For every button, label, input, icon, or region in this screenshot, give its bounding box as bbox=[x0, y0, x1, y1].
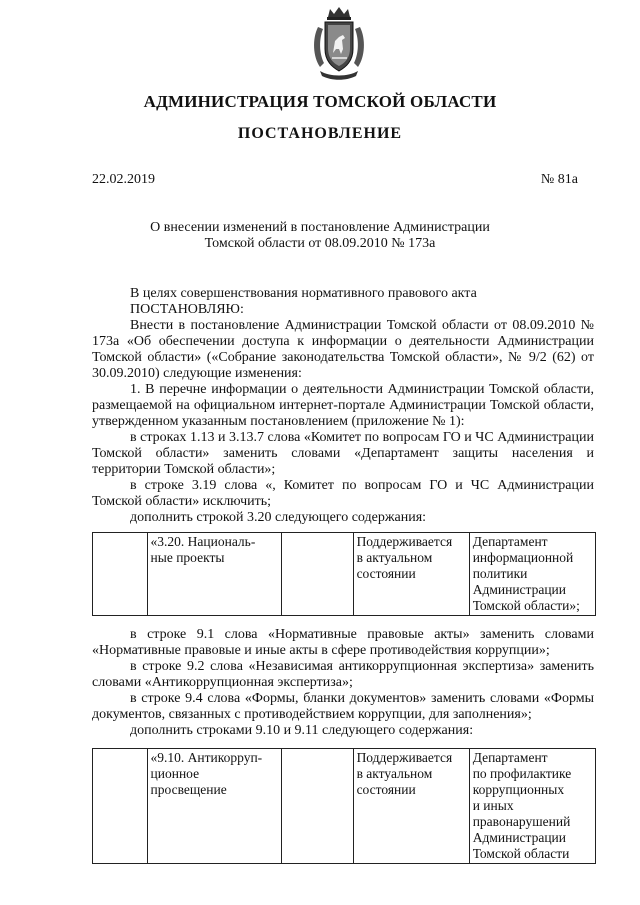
table-cell-empty bbox=[281, 533, 353, 616]
middle-paragraph-4: дополнить строками 9.10 и 9.11 следующего содержания: bbox=[130, 723, 474, 738]
document-date: 22.02.2019 bbox=[92, 172, 155, 187]
table-cell-empty bbox=[281, 749, 353, 864]
preamble-paragraph-5: в строках 1.13 и 3.13.7 слова «Комитет по вопросам ГО и ЧС Администрации Томской области» заменить словами «Департамент защиты населения и территории Томской области»; bbox=[92, 430, 594, 477]
table-cell-empty bbox=[93, 533, 148, 616]
preamble-paragraph-3: Внести в постановление Администрации Томской области от 08.09.2010 № 173а «Об обеспечении доступа к информации о деятельности Администрации Томской области» («Собрание законодательства Томской области», № 9/2 (62) от 30.09.2010) следующие изменения: bbox=[92, 318, 594, 381]
middle-paragraph-1: в строке 9.1 слова «Нормативные правовые акты» заменить словами «Нормативные правовые и иные акты в сфере противодействия коррупции»; bbox=[92, 627, 594, 658]
preamble-paragraph-7: дополнить строкой 3.20 следующего содержания: bbox=[130, 510, 427, 525]
coat-of-arms-icon bbox=[310, 5, 368, 83]
resolve-heading: ПОСТАНОВЛЯЮ: bbox=[130, 302, 244, 317]
document-number: № 81а bbox=[540, 172, 578, 187]
preamble-paragraph-1: В целях совершенствования нормативного правового акта bbox=[130, 286, 477, 301]
middle-block bbox=[92, 627, 594, 739]
subject-line-2: Томской области от 08.09.2010 № 173а bbox=[204, 236, 436, 251]
table-cell-name: «3.20. Националь- ные проекты bbox=[147, 533, 281, 616]
insert-table-9-10 bbox=[92, 748, 596, 864]
org-title: АДМИНИСТРАЦИЯ ТОМСКОЙ ОБЛАСТИ bbox=[143, 92, 497, 111]
table-cell-frequency: Поддерживается в актуальном состоянии bbox=[353, 749, 469, 864]
preamble-paragraph-4: 1. В перечне информации о деятельности Администрации Томской области, размещаемой на официальном интернет-портале Администрации Томской области, утвержденном указанным постановлением (приложение № 1): bbox=[92, 382, 594, 429]
table-cell-responsible: Департамент информационной политики Администрации Томской области»; bbox=[469, 533, 595, 616]
table-cell-responsible: Департамент по профилактике коррупционных и иных правонарушений Администрации Томской области bbox=[469, 749, 595, 864]
table-cell-name: «9.10. Антикорруп- ционное просвещение bbox=[147, 749, 281, 864]
table-row bbox=[93, 749, 596, 864]
preamble-block bbox=[92, 286, 594, 526]
insert-table-3-20 bbox=[92, 532, 596, 616]
table-cell-frequency: Поддерживается в актуальном состоянии bbox=[353, 533, 469, 616]
document-subject bbox=[0, 220, 640, 252]
preamble-paragraph-6: в строке 3.19 слова «, Комитет по вопросам ГО и ЧС Администрации Томской области» исключить; bbox=[92, 478, 594, 509]
middle-paragraph-2: в строке 9.2 слова «Независимая антикоррупционная экспертиза» заменить словами «Антикоррупционная экспертиза»; bbox=[92, 659, 594, 690]
document-type: ПОСТАНОВЛЕНИЕ bbox=[237, 125, 403, 142]
subject-line-1: О внесении изменений в постановление Администрации bbox=[150, 220, 490, 235]
middle-paragraph-3: в строке 9.4 слова «Формы, бланки документов» заменить словами «Формы документов, связанных с противодействием коррупции, для заполнения»; bbox=[92, 691, 594, 722]
table-cell-empty bbox=[93, 749, 148, 864]
table-row bbox=[93, 533, 596, 616]
